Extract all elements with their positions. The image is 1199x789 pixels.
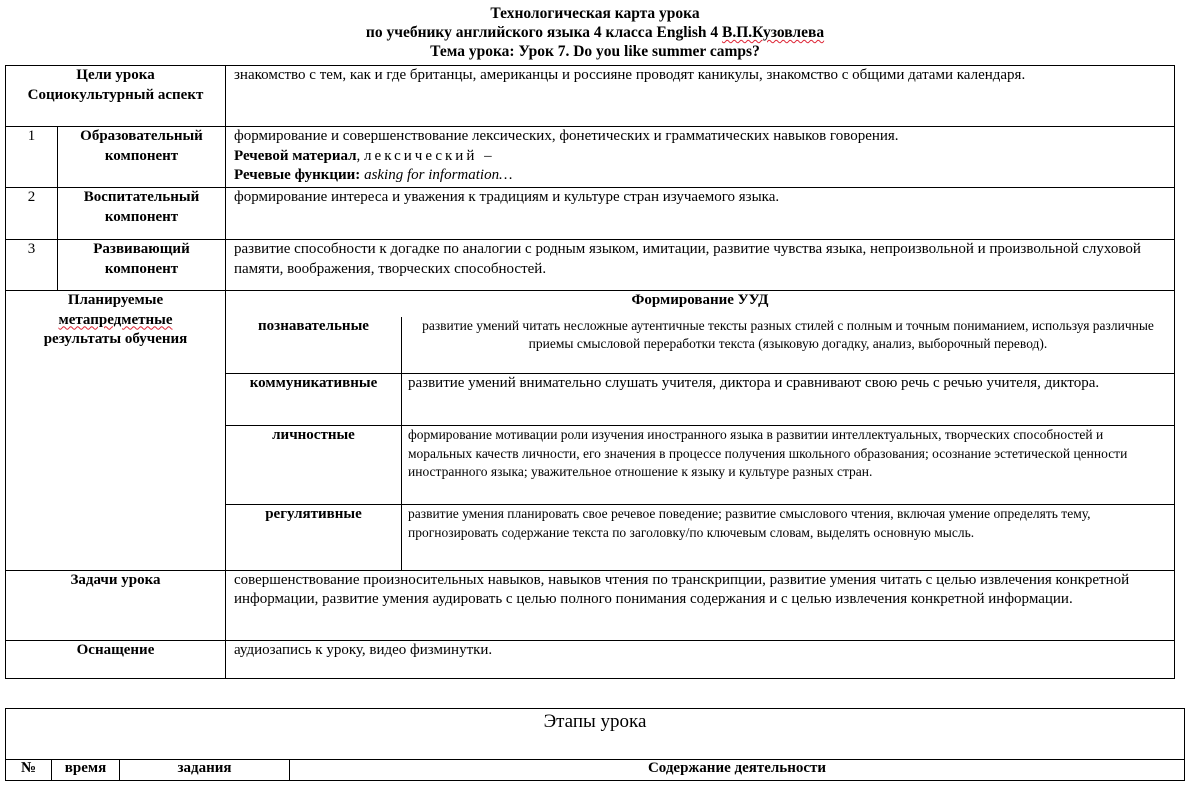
equipment-label: Оснащение xyxy=(6,640,226,678)
tasks-label: Задачи урока xyxy=(6,570,226,640)
goals-label: Цели урока xyxy=(76,67,155,83)
stages-title: Этапы урока xyxy=(6,709,1185,760)
speech-functions-label: Речевые функции: xyxy=(234,167,361,183)
udd-table xyxy=(226,317,1174,570)
udd-row xyxy=(226,374,1174,426)
col-time-header: время xyxy=(52,760,120,781)
component-num: 1 xyxy=(6,127,58,188)
component-label: Воспитательный компонент xyxy=(58,188,226,240)
lesson-plan-table xyxy=(5,65,1175,679)
component-num: 3 xyxy=(6,240,58,291)
speech-functions-line xyxy=(234,166,1168,186)
udd-text: развитие умения планировать свое речевое поведение; развитие смыслового чтения, включая умение определять тему, прогнозировать содержание текста по заголовку/по ключевым словам, выделять основную мысль. xyxy=(402,505,1175,570)
component-label: Развивающий компонент xyxy=(58,240,226,291)
speech-material-line xyxy=(234,147,1168,167)
speech-material-label: Речевой материал xyxy=(234,147,357,164)
results-label-cell xyxy=(6,291,226,571)
component-row-2 xyxy=(6,188,1175,240)
results-row xyxy=(6,291,1175,571)
component-label: Образовательный компонент xyxy=(58,127,226,188)
lesson-topic: Тема урока: Урок 7. Do you like summer camps? xyxy=(430,43,760,60)
doc-title: Технологическая карта урока xyxy=(490,5,700,22)
goals-text: знакомство с тем, как и где британцы, американцы и россияне проводят каникулы, знакомство с общими датами календаря. xyxy=(226,66,1175,127)
col-content-header: Содержание деятельности xyxy=(290,760,1185,781)
component-text: формирование и совершенствование лексических, фонетических и грамматических навыков говорения. xyxy=(234,128,899,144)
udd-label: коммуникативные xyxy=(226,374,402,426)
udd-text: развитие умений внимательно слушать учителя, диктора и сравнивают свою речь с речью учителя, диктора. xyxy=(402,374,1175,426)
tasks-text: совершенствование произносительных навыков, навыков чтения по транскрипции, развитие умения читать с целью извлечения конкретной информации, развитие умения аудировать с целью полного понимания содержания и с целью извлечения конкретной информации. xyxy=(226,570,1175,640)
udd-text: формирование мотивации роли изучения иностранного языка в развитии интеллектуальных, творческих способностей и моральных качеств личности, его значения в процессе получения школьного образования; осознание эстетической ценности иностранного языка; уважительное отношение к языку и культуре разных стран. xyxy=(402,426,1175,505)
udd-title: Формирование УУД xyxy=(631,292,769,308)
udd-row xyxy=(226,505,1174,570)
goals-row xyxy=(6,66,1175,127)
udd-row xyxy=(226,426,1174,505)
component-num: 2 xyxy=(6,188,58,240)
equipment-row xyxy=(6,640,1175,678)
component-row-3 xyxy=(6,240,1175,291)
col-tasks-header: задания xyxy=(120,760,290,781)
col-num-header: № xyxy=(6,760,52,781)
document-header xyxy=(0,4,1190,61)
component-row-1 xyxy=(6,127,1175,188)
goals-label-cell xyxy=(6,66,226,127)
equipment-text: аудиозапись к уроку, видео физминутки. xyxy=(226,640,1175,678)
stages-header-row xyxy=(6,760,1185,781)
tasks-row xyxy=(6,570,1175,640)
doc-author: В.П.Кузовлева xyxy=(721,24,825,41)
component-text: формирование интереса и уважения к традициям и культуре стран изучаемого языка. xyxy=(226,188,1175,240)
udd-row xyxy=(226,317,1174,374)
doc-subtitle xyxy=(0,23,1190,42)
udd-label: личностные xyxy=(226,426,402,505)
udd-cell xyxy=(226,291,1175,571)
lesson-stages-table xyxy=(5,708,1185,781)
speech-material-sep: , xyxy=(356,147,365,164)
component-text: развитие способности к догадке по аналогии с родным языком, имитации, развитие чувства языка, непроизвольной и произвольной слуховой памяти, воображения, творческих способностей. xyxy=(226,240,1175,291)
results-label-3: результаты обучения xyxy=(43,331,188,347)
sociocultural-label: Социокультурный аспект xyxy=(27,86,204,103)
udd-label: познавательные xyxy=(226,317,402,374)
component-text-cell xyxy=(226,127,1175,188)
doc-subtitle-text: по учебнику английского языка 4 класса English 4 xyxy=(365,24,722,41)
udd-label: регулятивные xyxy=(226,505,402,570)
speech-material-value: лексический – xyxy=(364,147,495,164)
udd-text: развитие умений читать несложные аутентичные тексты разных стилей с полным и точным пониманием, используя различные приемы смысловой переработки текста (языковую догадку, анализ, выборочный перевод). xyxy=(422,317,1154,351)
results-label-2: метапредметные xyxy=(58,311,173,328)
results-label-1: Планируемые xyxy=(67,292,164,308)
stages-title-row xyxy=(6,709,1185,760)
speech-functions-value: asking for information… xyxy=(360,167,513,183)
